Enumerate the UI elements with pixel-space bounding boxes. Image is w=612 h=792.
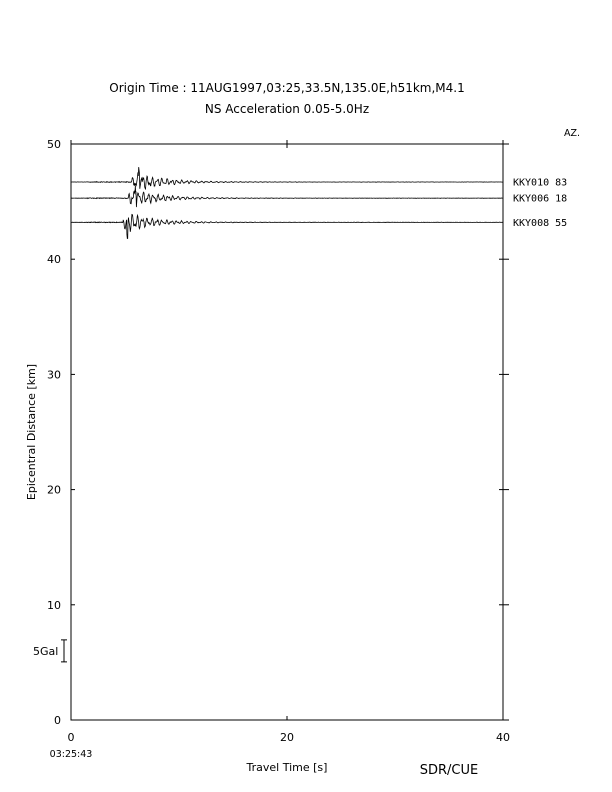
chart-subtitle: NS Acceleration 0.05-5.0Hz (204, 102, 370, 116)
y-tick-label: 10 (47, 598, 61, 612)
scale-bar (33, 640, 67, 662)
x-tick-label: 20 (280, 731, 294, 744)
y-tick-label: 40 (47, 253, 61, 267)
y-tick-label: 30 (47, 368, 61, 382)
plot-frame (71, 144, 503, 720)
y-axis-label: Epicentral Distance [km] (25, 363, 38, 501)
y-tick-label: 20 (47, 483, 61, 497)
axes-layer (47, 138, 510, 744)
traces-layer (71, 167, 503, 238)
station-label-kky010: KKY010 83 (513, 177, 568, 189)
trace-kky010 (71, 167, 503, 189)
trace-kky006 (71, 186, 503, 207)
x-axis-label: Travel Time [s] (246, 761, 328, 774)
station-label-kky006: KKY006 18 (513, 193, 568, 205)
azimuth-header: AZ. (563, 128, 581, 139)
x-tick-label: 0 (67, 731, 75, 744)
station-labels-layer (513, 178, 567, 229)
trace-kky008 (71, 214, 503, 238)
footer-credit: SDR/CUE (419, 763, 479, 778)
y-tick-label: 0 (54, 714, 61, 727)
scale-bar-label: 5Gal (33, 644, 59, 658)
y-tick-label: 50 (47, 138, 61, 151)
start-time-label: 03:25:43 (49, 749, 93, 760)
x-tick-label: 40 (496, 731, 510, 744)
chart-title: Origin Time : 11AUG1997,03:25,33.5N,135.0E,h51km,M4.1 (109, 81, 465, 95)
station-label-kky008: KKY008 55 (513, 217, 568, 229)
